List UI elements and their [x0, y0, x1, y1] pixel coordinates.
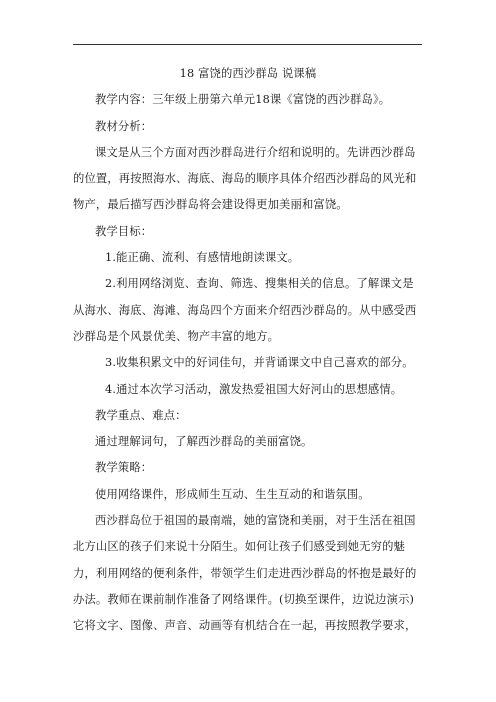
objective-item-3: 3.收集积累文中的好词佳句，并背诵课文中自己喜欢的部分。: [105, 356, 414, 370]
teaching-content: 教学内容：三年级上册第六单元18课《富饶的西沙群岛》。: [95, 93, 391, 107]
section-heading-objectives: 教学目标：: [95, 224, 153, 238]
section-heading-strategy: 教学策略：: [95, 461, 153, 475]
objective-item-1: 1.能正确、流利、有感情地朗读课文。: [105, 251, 300, 265]
document-title: 18 富饶的西沙群岛 说课稿: [179, 67, 317, 80]
objective-item-2: 2.利用网络浏览、查询、筛选、搜集相关的信息。了解课文是从海水、海底、海滩、海岛四个方面来介绍西沙群岛的。从中感受西沙群岛是个风景优美、物产丰富的地方。: [73, 277, 417, 343]
key-points-paragraph: 通过理解词句，了解西沙群岛的美丽富饶。: [95, 435, 313, 449]
material-analysis-paragraph: 课文是从三个方面对西沙群岛进行介绍和说明的。先讲西沙群岛的位置，再按照海水、海底、海岛的顺序具体介绍西沙群岛的风光和物产，最后描写西沙群岛将会建设得更加美丽和富饶。: [73, 145, 417, 212]
strategy-paragraph: 使用网络课件，形成师生互动、生生互动的和谐氛围。: [95, 487, 370, 501]
objective-item-4: 4.通过本次学习活动，激发热爱祖国大好河山的思想感情。: [105, 382, 403, 396]
section-heading-key-points: 教学重点、难点：: [95, 408, 187, 422]
document-body: [73, 61, 423, 640]
header-rule: [73, 44, 422, 45]
strategy-detail-paragraph: 西沙群岛位于祖国的最南端，她的富饶和美丽，对于生活在祖国北方山区的孩子们来说十分陌生。如何让孩子们感受到她无穷的魅力，利用网络的便利条件，带领学生们走进西沙群岛的怀抱是最好的办法。教师在课前制作准备了网络课件。(切换至课件，边说边演示)它将文字、图像、声音、动画等有机结合在一起，再按照教学要求，: [73, 514, 417, 633]
section-heading-material-analysis: 教材分析：: [95, 119, 153, 133]
